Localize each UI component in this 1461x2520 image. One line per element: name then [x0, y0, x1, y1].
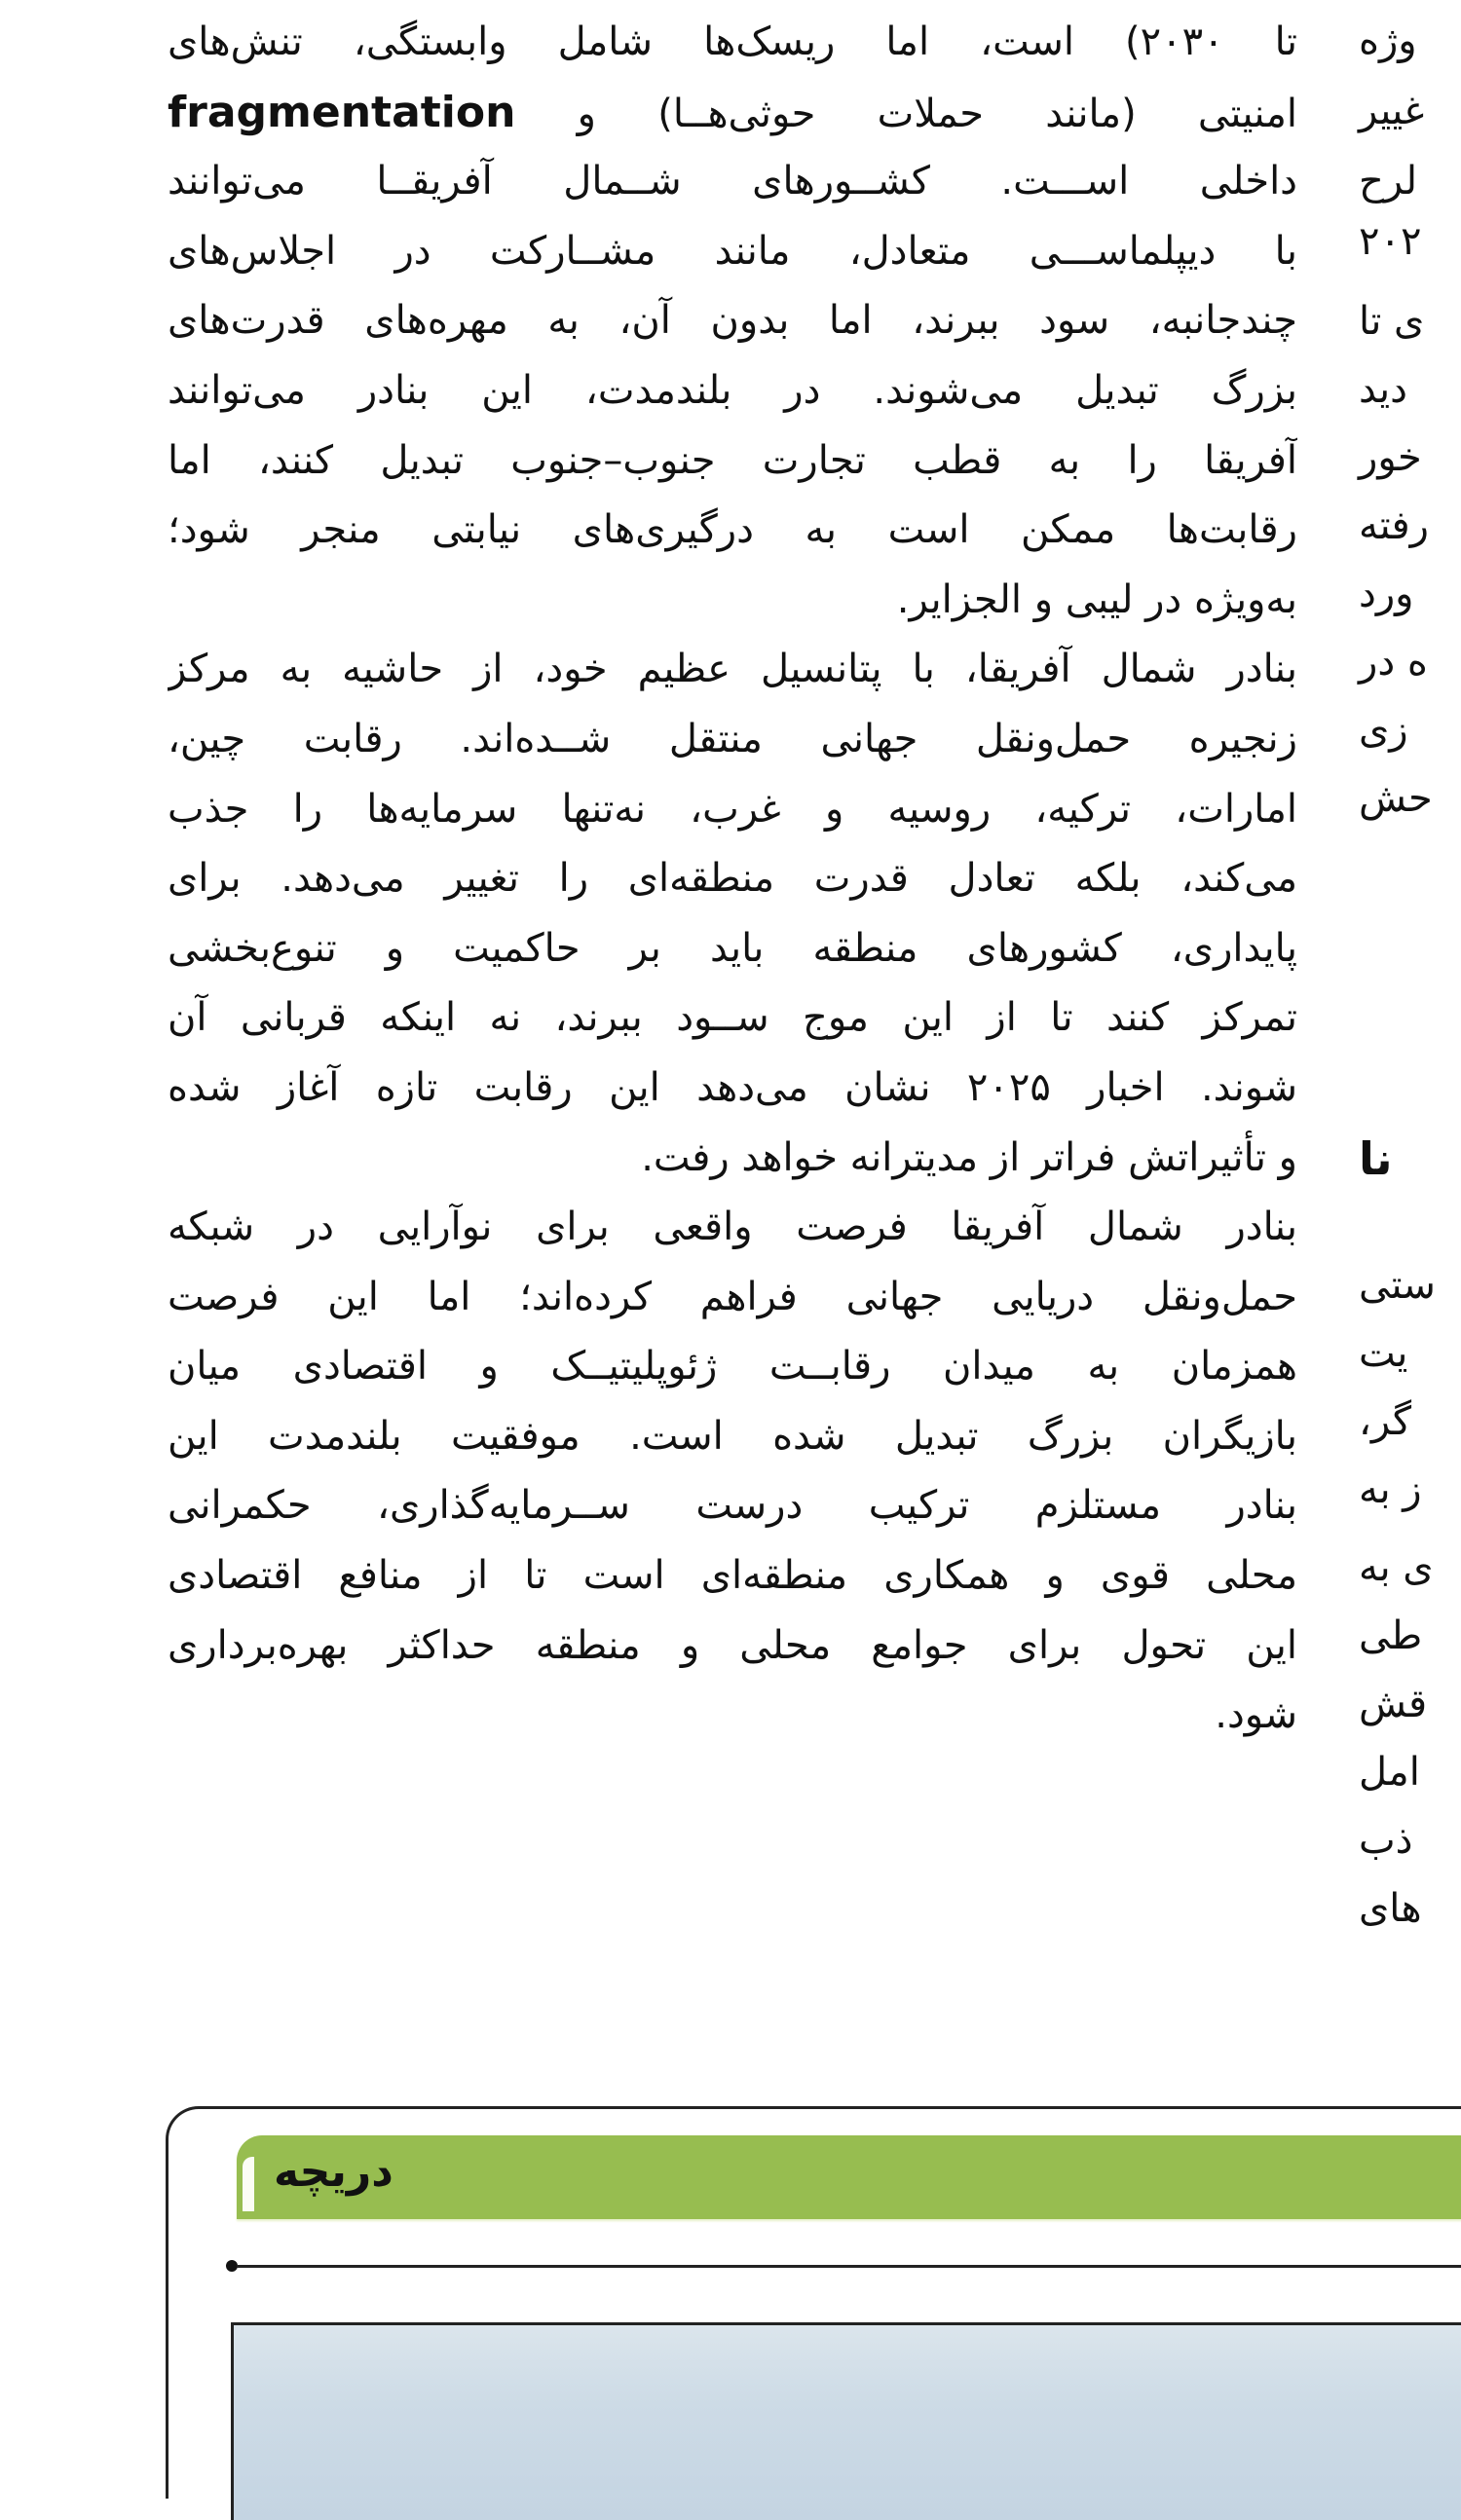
text-fragment: ی تا: [1359, 299, 1425, 344]
sky-photo: [231, 2322, 1461, 2520]
text-fragment: ه در: [1359, 640, 1428, 685]
text-line-segment: امنیتی (مانند حملات حوثی‌هــا) و: [577, 91, 1297, 136]
main-text-column: [168, 8, 1297, 1751]
text-line: حمل‌ونقل دریایی جهانی فراهم کرده‌اند؛ اما این فرصت: [168, 1274, 1297, 1319]
text-line: چندجانبه، سود ببرند، اما بدون آن، به مهره‌های قدرت‌های: [168, 298, 1297, 344]
text-line: با دیپلماســـی متعادل، مانند مشــارکت در اجلاس‌های: [168, 228, 1297, 274]
text-fragment: رفته: [1359, 503, 1429, 548]
text-line: به‌ویژه در لیبی و الجزایر.: [896, 576, 1297, 622]
text-line: شوند. اخبار ۲۰۲۵ نشان می‌دهد این رقابت تازه آغاز شده: [168, 1064, 1297, 1110]
text-line: پایداری، کشورهای منطقه باید بر حاکمیت و تنوع‌بخشی: [168, 925, 1297, 971]
text-line: و تأثیراتش فراتر از مدیترانه خواهد رفت.: [641, 1134, 1297, 1180]
text-fragment: گر،: [1359, 1399, 1412, 1444]
text-fragment: های: [1359, 1886, 1422, 1931]
text-line: آفریقا را به قطب تجارت جنوب–جنوب تبدیل کنند، اما: [168, 437, 1297, 483]
text-fragment: یت: [1359, 1331, 1408, 1376]
text-line: شود.: [1215, 1692, 1297, 1738]
text-fragment: زی: [1359, 708, 1408, 753]
sidebar-box-header: [237, 2135, 1461, 2219]
text-line: بنادر مستلزم ترکیب درست ســرمایه‌گذاری، حکمرانی: [168, 1483, 1297, 1529]
text-line: تا ۲۰۳۰) است، اما ریسک‌ها شامل وابستگی، تنش‌های: [168, 19, 1297, 64]
text-fragment: ز به: [1359, 1467, 1422, 1512]
text-fragment: ذب: [1359, 1818, 1413, 1863]
text-fragment: ورد: [1359, 572, 1414, 616]
text-line: [168, 78, 1297, 148]
text-line: محلی قوی و همکاری منطقه‌ای است تا از منافع اقتصادی: [168, 1553, 1297, 1599]
text-fragment: دید: [1359, 367, 1407, 412]
text-fragment: قش: [1359, 1682, 1428, 1726]
text-fragment: ستی: [1359, 1263, 1436, 1308]
text-fragment: وژه: [1359, 19, 1417, 63]
text-fragment: ۲۰۲: [1359, 219, 1422, 264]
sidebar-box-title: دریچه: [274, 2147, 393, 2197]
text-line: زنجیره حمل‌ونقل جهانی منتقل شــده‌اند. رقابت چین،: [168, 716, 1297, 761]
header-tab-accent: [243, 2157, 254, 2211]
text-fragment: امل: [1359, 1750, 1420, 1795]
text-line: امارات، ترکیه، روسیه و غرب، نه‌تنها سرمایه‌ها را جذب: [168, 786, 1297, 832]
latin-term: fragmentation: [168, 87, 516, 137]
text-line: همزمان به میدان رقابــت ژئوپلیتیــک و اقتصادی میان: [168, 1344, 1297, 1390]
text-fragment: حش: [1359, 776, 1433, 821]
text-line: بنادر شمال آفریقا، با پتانسیل عظیم خود، از حاشیه به مرکز: [168, 647, 1297, 692]
text-line: بازیگران بزرگ تبدیل شده است. موفقیت بلندمدت این: [168, 1413, 1297, 1459]
text-line: بزرگ تبدیل می‌شوند. در بلندمدت، این بنادر می‌توانند: [168, 367, 1297, 413]
text-fragment: لرح: [1359, 159, 1418, 204]
text-line: تمرکز کنند تا از این موج ســود ببرند، نه اینکه قربانی آن: [168, 995, 1297, 1041]
text-fragment: ی به: [1359, 1545, 1434, 1590]
text-fragment: طی: [1359, 1613, 1423, 1658]
horizontal-rule: [237, 2265, 1461, 2268]
text-line: این تحول برای جوامع محلی و منطقه حداکثر بهره‌برداری: [168, 1622, 1297, 1668]
text-line: می‌کند، بلکه تعادل قدرت منطقه‌ای را تغییر می‌دهد. برای: [168, 856, 1297, 902]
section-heading-fragment: نا: [1359, 1132, 1393, 1185]
text-fragment: غییر: [1359, 89, 1425, 133]
text-line: رقابت‌ها ممکن است به درگیری‌های نیابتی منجر شود؛: [168, 507, 1297, 553]
text-line: بنادر شمال آفریقا فرصت واقعی برای نوآرایی در شبکه: [168, 1204, 1297, 1250]
text-line: داخلی اســـت. کشــورهای شــمال آفریقــا می‌توانند: [168, 159, 1297, 204]
text-fragment: خور: [1359, 435, 1422, 480]
